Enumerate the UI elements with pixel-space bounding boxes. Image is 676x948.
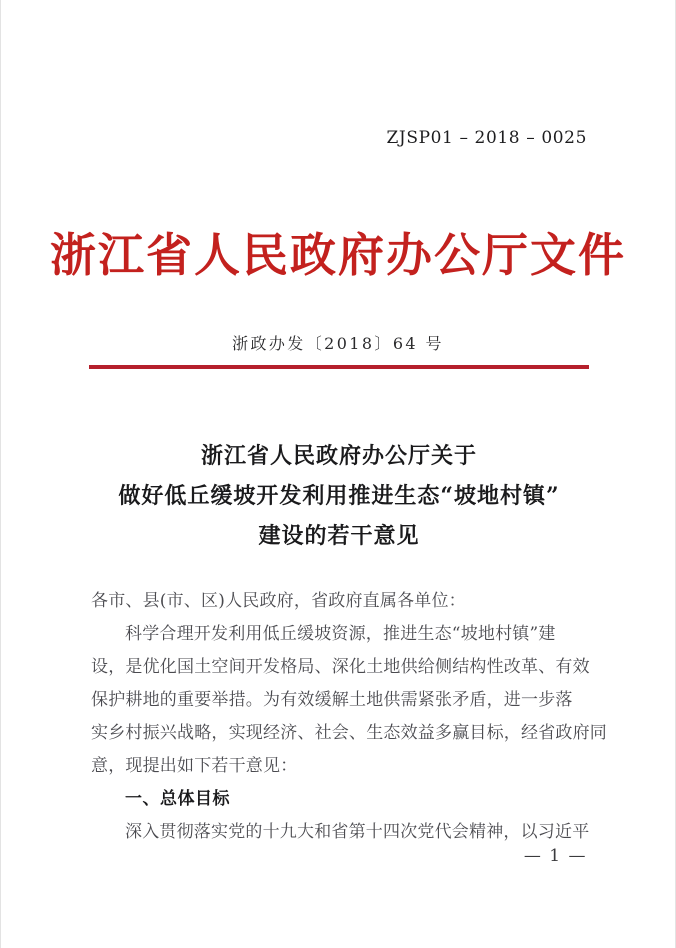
document-title-line-3: 建设的若干意见 xyxy=(258,523,420,550)
document-number: ZJSP01 – 2018 – 0025 xyxy=(386,128,587,148)
issue-reference-number: 浙政办发〔2018〕64 号 xyxy=(232,334,444,353)
body-paragraph-line: 保护耕地的重要举措。为有效缓解土地供需紧张矛盾，进一步落 xyxy=(91,690,573,710)
masthead-title: 浙江省人民政府办公厅文件 xyxy=(50,228,626,282)
document-title-line-1: 浙江省人民政府办公厅关于 xyxy=(200,443,477,469)
section-body-line: 深入贯彻落实党的十九大和省第十四次党代会精神，以习近平 xyxy=(125,822,590,842)
body-paragraph-line: 实乡村振兴战略，实现经济、社会、生态效益多赢目标，经省政府同 xyxy=(91,723,607,743)
salutation: 各市、县(市、区)人民政府，省政府直属各单位： xyxy=(91,591,466,611)
section-heading-overall-goal: 一、总体目标 xyxy=(125,789,230,809)
document-title-line-2: 做好低丘缓坡开发利用推进生态“坡地村镇” xyxy=(118,483,560,510)
document-title xyxy=(71,436,607,556)
document-body xyxy=(91,585,607,849)
page-number-footer: — 1 — xyxy=(523,846,587,866)
red-separator-rule xyxy=(89,365,589,369)
body-paragraph-line: 设，是优化国土空间开发格局、深化土地供给侧结构性改革、有效 xyxy=(91,657,590,677)
body-paragraph-line: 意，现提出如下若干意见： xyxy=(91,756,298,776)
body-paragraph-line: 科学合理开发利用低丘缓坡资源，推进生态“坡地村镇”建 xyxy=(125,624,556,644)
